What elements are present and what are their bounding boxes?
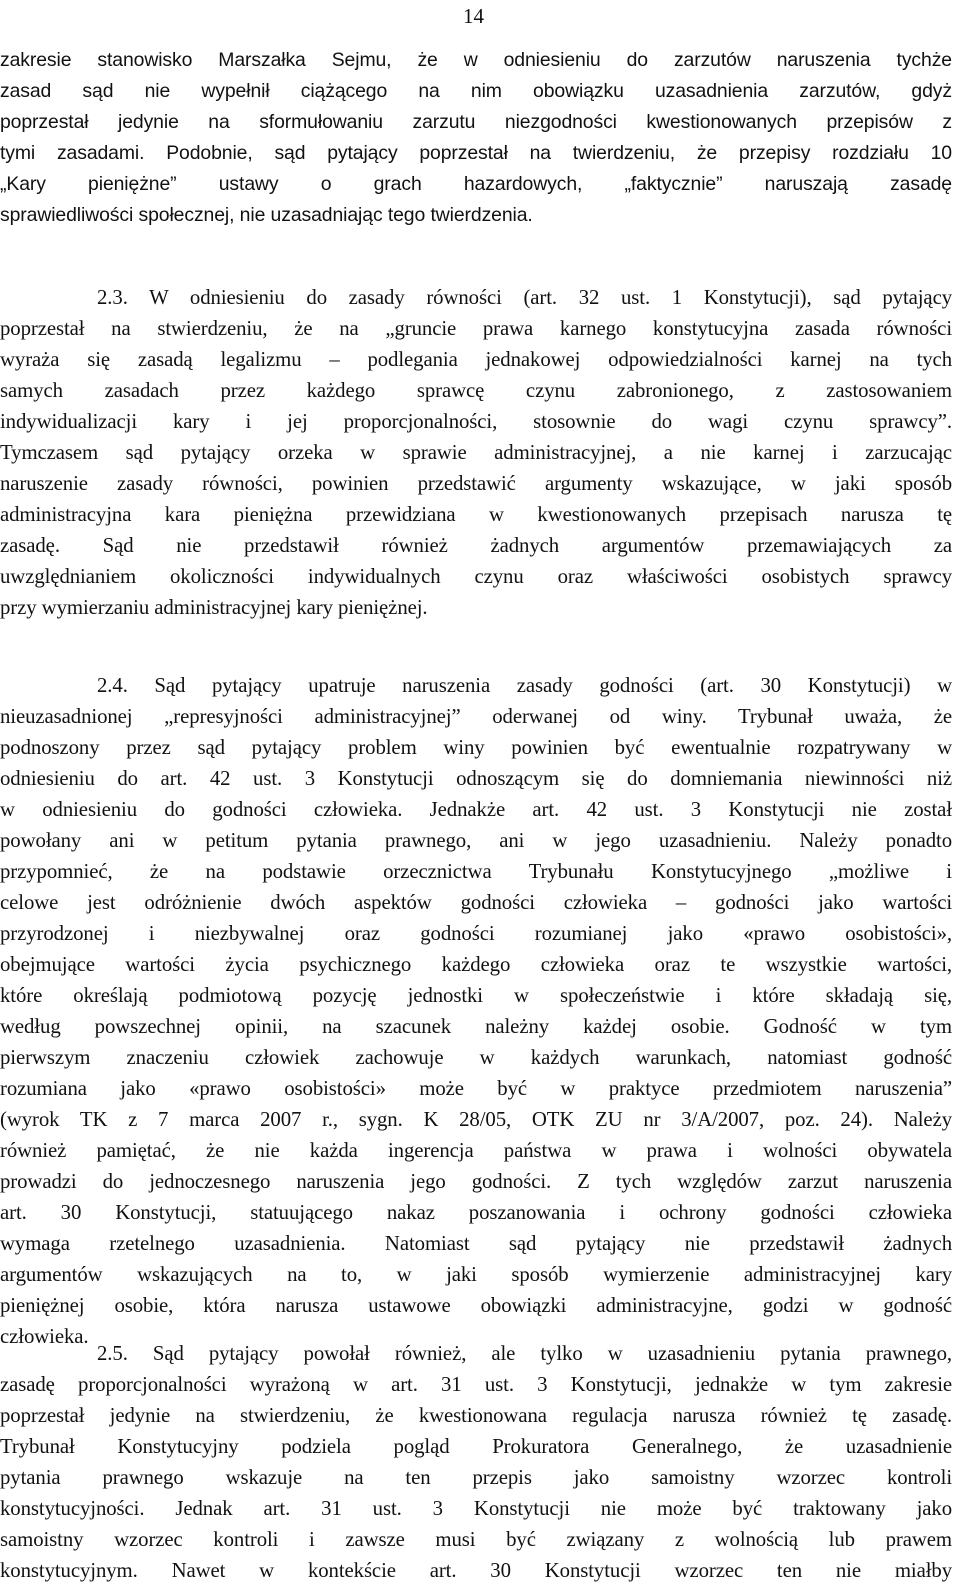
text-line: zasad sąd nie wypełnił ciążącego na nim obowiązku uzasadnienia zarzutów, gdyż — [0, 80, 952, 102]
text-line: pierwszym znaczeniu człowiek zachowuje w każdych warunkach, natomiast godność — [0, 1046, 952, 1069]
text-line: zasadę proporcjonalności wyrażoną w art. 31 ust. 3 Konstytucji, jednakże w tym zakresie — [0, 1373, 952, 1396]
text-line: samoistny wzorzec kontroli i zawsze musi być związany z wolnością lub prawem — [0, 1528, 952, 1551]
text-line: poprzestał jedynie na stwierdzeniu, że kwestionowana regulacja narusza również tę zasadę. — [0, 1404, 952, 1427]
text-line: zasadę. Sąd nie przedstawił również żadnych argumentów przemawiających za — [0, 534, 952, 557]
text-line: według powszechnej opinii, na szacunek należny każdej osobie. Godność w tym — [0, 1015, 952, 1038]
text-line: pytania prawnego wskazuje na ten przepis jako samoistny wzorzec kontroli — [0, 1466, 952, 1489]
paragraph-2-5 — [0, 1338, 952, 1586]
page-number: 14 — [463, 4, 484, 28]
text-line: (wyrok TK z 7 marca 2007 r., sygn. K 28/05, OTK ZU nr 3/A/2007, poz. 24). Należy — [0, 1108, 952, 1131]
paragraph-2-3 — [0, 282, 952, 623]
text-line: samych zasadach przez każdego sprawcę czynu zabronionego, z zastosowaniem — [0, 379, 952, 402]
text-line: rozumiana jako «prawo osobistości» może być w praktyce przedmiotem naruszenia” — [0, 1077, 952, 1100]
text-line: 2.5. Sąd pytający powołał również, ale tylko w uzasadnieniu pytania prawnego, — [97, 1342, 952, 1365]
text-line: które określają podmiotową pozycję jednostki w społeczeństwie i które składają się, — [0, 984, 952, 1007]
text-line: indywidualizacji kary i jej proporcjonalności, stosownie do wagi czynu sprawcy”. — [0, 410, 952, 433]
text-line: administracyjna kara pieniężna przewidziana w kwestionowanych przepisach narusza tę — [0, 503, 952, 526]
text-line: podnoszony przez sąd pytający problem winy powinien być ewentualnie rozpatrywany w — [0, 736, 952, 759]
text-line: odniesieniu do art. 42 ust. 3 Konstytucji odnoszącym się do domniemania niewinności niż — [0, 767, 952, 790]
text-line: argumentów wskazujących na to, w jaki sposób wymierzenie administracyjnej kary — [0, 1263, 952, 1286]
text-line: Trybunał Konstytucyjny podziela pogląd Prokuratora Generalnego, że uzasadnienie — [0, 1435, 952, 1458]
text-line: wyraża się zasadą legalizmu – podlegania jednakowej odpowiedzialności karnej na tych — [0, 348, 952, 371]
text-line: uwzględnianiem okoliczności indywidualnych czynu oraz właściwości osobistych sprawcy — [0, 565, 952, 588]
text-line: obejmujące wartości życia psychicznego każdego człowieka oraz te wszystkie wartości, — [0, 953, 952, 976]
text-line: 2.4. Sąd pytający upatruje naruszenia zasady godności (art. 30 Konstytucji) w — [97, 674, 952, 697]
text-line: konstytucyjnym. Nawet w kontekście art. 30 Konstytucji wzorzec ten nie miałby — [0, 1559, 952, 1582]
text-line: art. 30 Konstytucji, statuującego nakaz poszanowania i ochrony godności człowieka — [0, 1201, 952, 1224]
text-line: 2.3. W odniesieniu do zasady równości (art. 32 ust. 1 Konstytucji), sąd pytający — [97, 286, 952, 309]
text-line: przypomnieć, że na podstawie orzecznictwa Trybunału Konstytucyjnego „możliwe i — [0, 860, 952, 883]
text-line: poprzestał jedynie na sformułowaniu zarzutu niezgodności kwestionowanych przepisów z — [0, 111, 952, 133]
text-line: prowadzi do jednoczesnego naruszenia jego godności. Z tych względów zarzut naruszenia — [0, 1170, 952, 1193]
text-line: pieniężnej osobie, która narusza ustawowe obowiązki administracyjne, godzi w godność — [0, 1294, 952, 1317]
text-line: konstytucyjności. Jednak art. 31 ust. 3 Konstytucji nie może być traktowany jako — [0, 1497, 952, 1520]
paragraph-1 — [0, 45, 952, 231]
paragraph-2-4 — [0, 670, 952, 1352]
text-line: również pamiętać, że nie każda ingerencja państwa w prawa i wolności obywatela — [0, 1139, 952, 1162]
text-line: tymi zasadami. Podobnie, sąd pytający poprzestał na twierdzeniu, że przepisy rozdziału 10 — [0, 142, 952, 164]
text-line: sprawiedliwości społecznej, nie uzasadniając tego twierdzenia. — [0, 204, 533, 226]
text-line: zakresie stanowisko Marszałka Sejmu, że w odniesieniu do zarzutów naruszenia tychże — [0, 49, 952, 71]
text-line: Tymczasem sąd pytający orzeka w sprawie administracyjnej, a nie karnej i zarzucając — [0, 441, 952, 464]
text-line: nieuzasadnionej „represyjności administracyjnej” oderwanej od winy. Trybunał uważa, że — [0, 705, 952, 728]
text-line: poprzestał na stwierdzeniu, że na „gruncie prawa karnego konstytucyjna zasada równości — [0, 317, 952, 340]
text-line: człowieka. — [0, 1325, 89, 1348]
text-line: „Kary pieniężne” ustawy o grach hazardowych, „faktycznie” naruszają zasadę — [0, 173, 952, 195]
text-line: wymaga rzetelnego uzasadnienia. Natomiast sąd pytający nie przedstawił żadnych — [0, 1232, 952, 1255]
text-line: przyrodzonej i niezbywalnej oraz godności rozumianej jako «prawo osobistości», — [0, 922, 952, 945]
text-line: w odniesieniu do godności człowieka. Jednakże art. 42 ust. 3 Konstytucji nie został — [0, 798, 952, 821]
text-line: celowe jest odróżnienie dwóch aspektów godności człowieka – godności jako wartości — [0, 891, 952, 914]
text-line: przy wymierzaniu administracyjnej kary pieniężnej. — [0, 596, 428, 619]
text-line: naruszenie zasady równości, powinien przedstawić argumenty wskazujące, w jaki sposób — [0, 472, 952, 495]
text-line: powołany ani w petitum pytania prawnego, ani w jego uzasadnieniu. Należy ponadto — [0, 829, 952, 852]
